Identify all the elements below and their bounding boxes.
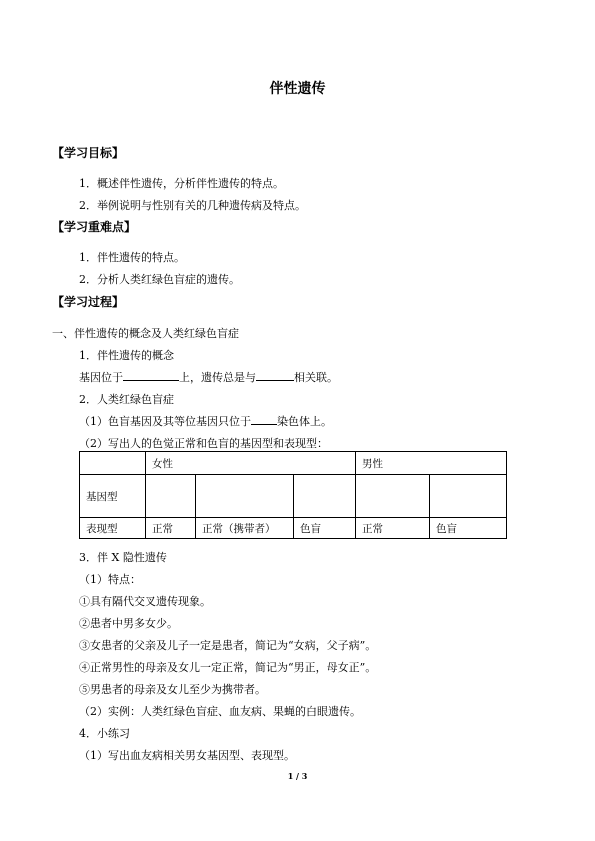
genotype-cell-5[interactable] <box>430 475 507 518</box>
feature-5: ⑤男患者的母亲及女儿至少为携带者。 <box>79 683 266 696</box>
key-point-1: 1．伴性遗传的特点。 <box>79 251 185 264</box>
part-1-heading: 一、伴性遗传的概念及人类红绿色盲症 <box>52 327 239 340</box>
feature-3: ③女患者的父亲及儿子一定是患者，简记为“女病，父子病”。 <box>79 639 377 652</box>
header-female: 女性 <box>146 452 356 475</box>
row-label-phenotype: 表现型 <box>80 518 146 539</box>
fill-text-b: 上，遗传总是与 <box>179 371 256 384</box>
phenotype-cell-3: 色盲 <box>294 518 356 539</box>
genotype-table <box>79 451 507 539</box>
table-row <box>80 452 507 475</box>
key-point-2: 2．分析人类红绿色盲症的遗传。 <box>79 273 240 286</box>
table-row <box>80 475 507 518</box>
table-cell-corner <box>80 452 146 475</box>
genotype-cell-3[interactable] <box>294 475 356 518</box>
item-1-fill-sentence <box>79 369 338 385</box>
genotype-cell-4[interactable] <box>356 475 430 518</box>
key-points-heading: 【学习重难点】 <box>52 220 137 234</box>
fill-text-c: 相关联。 <box>294 371 338 384</box>
table-row <box>80 518 507 539</box>
fill-text-a: 基因位于 <box>79 371 123 384</box>
item-3-heading: 3．伴 X 隐性遗传 <box>79 551 167 564</box>
header-male: 男性 <box>356 452 507 475</box>
goals-heading: 【学习目标】 <box>52 146 125 160</box>
blank-1[interactable] <box>123 369 179 381</box>
phenotype-cell-1: 正常 <box>146 518 196 539</box>
item-3-sub-2: （2）实例：人类红绿色盲症、血友病、果蝇的白眼遗传。 <box>79 705 361 718</box>
item-2-heading: 2．人类红绿色盲症 <box>79 393 174 406</box>
phenotype-cell-5: 色盲 <box>430 518 507 539</box>
sub1-text-a: （1）色盲基因及其等位基因只位于 <box>79 415 251 428</box>
item-4-sub-1: （1）写出血友病相关男女基因型、表现型。 <box>79 749 295 762</box>
feature-1: ①具有隔代交叉遗传现象。 <box>79 595 211 608</box>
blank-2[interactable] <box>256 369 294 381</box>
page-title: 伴性遗传 <box>269 81 326 97</box>
row-label-genotype: 基因型 <box>80 475 146 518</box>
feature-4: ④正常男性的母亲及女儿一定正常，简记为“男正，母女正”。 <box>79 661 377 674</box>
item-2-sub-2: （2）写出人的色觉正常和色盲的基因型和表现型： <box>79 437 328 450</box>
process-heading: 【学习过程】 <box>52 295 125 309</box>
genotype-cell-2[interactable] <box>196 475 294 518</box>
feature-2: ②患者中男多女少。 <box>79 617 178 630</box>
phenotype-cell-4: 正常 <box>356 518 430 539</box>
phenotype-cell-2: 正常（携带者） <box>196 518 294 539</box>
genotype-cell-1[interactable] <box>146 475 196 518</box>
item-3-sub-1: （1）特点： <box>79 573 141 586</box>
sub1-text-b: 染色体上。 <box>277 415 332 428</box>
goal-1: 1．概述伴性遗传，分析伴性遗传的特点。 <box>79 177 284 190</box>
item-4-heading: 4．小练习 <box>79 727 130 740</box>
item-2-sub-1 <box>79 413 332 429</box>
item-1-heading: 1．伴性遗传的概念 <box>79 349 174 362</box>
blank-3[interactable] <box>251 413 277 425</box>
page-number: 1 / 3 <box>287 771 308 781</box>
goal-2: 2．举例说明与性别有关的几种遗传病及特点。 <box>79 199 306 212</box>
